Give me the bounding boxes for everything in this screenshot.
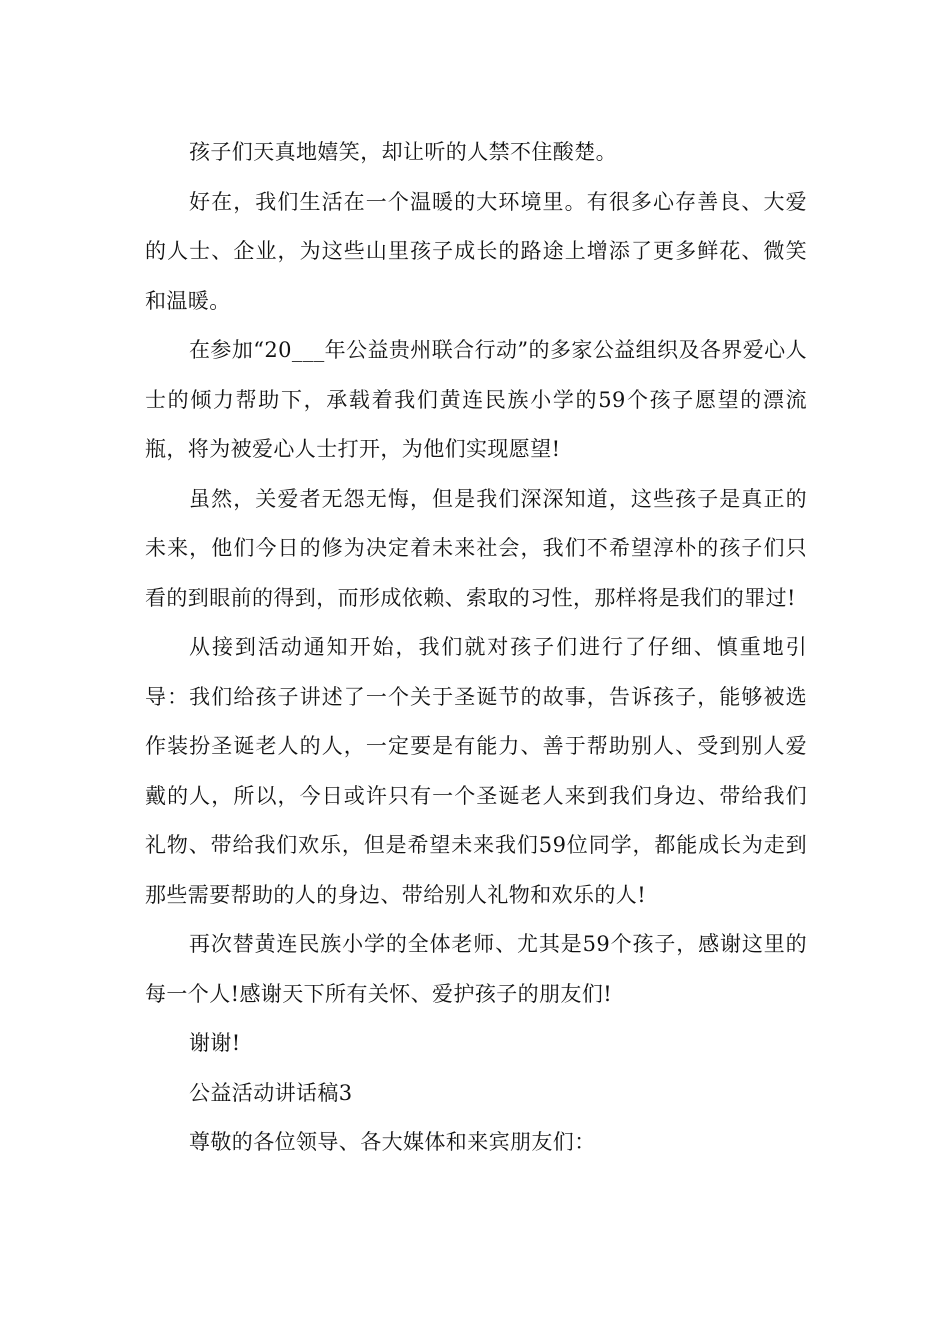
paragraph-thanks: 谢谢! [189,1031,241,1055]
paragraph-4: 虽然，关爱者无怨无悔，但是我们深深知道，这些孩子是真正的未来，他们今日的修为决定着未来社会，我们不希望淳朴的孩子们只看的到眼前的得到，而形成依赖、索取的习性，那样将是我们的罪过! [145,486,807,610]
paragraph-5: 从接到活动通知开始，我们就对孩子们进行了仔细、慎重地引导：我们给孩子讲述了一个关于圣诞节的故事，告诉孩子，能够被选作装扮圣诞老人的人，一定要是有能力、善于帮助别人、受到别人爱戴的人，所以，今日或许只有一个圣诞老人来到我们身边、带给我们礼物、带给我们欢乐，但是希望未来我们59位同学，都能成长为走到那些需要帮助的人的身边、带给别人礼物和欢乐的人! [145,635,807,907]
paragraph-1: 孩子们天真地嬉笑，却让听的人禁不住酸楚。 [189,140,617,164]
paragraph-6: 再次替黄连民族小学的全体老师、尤其是59个孩子，感谢这里的每一个人!感谢天下所有关怀、爱护孩子的朋友们! [145,932,807,1006]
section-heading: 公益活动讲话稿3 [189,1080,353,1105]
paragraph-2: 好在，我们生活在一个温暖的大环境里。有很多心存善良、大爱的人士、企业，为这些山里孩子成长的路途上增添了更多鲜花、微笑和温暖。 [145,189,807,313]
paragraph-3: 在参加“20___年公益贵州联合行动”的多家公益组织及各界爱心人士的倾力帮助下，承载着我们黄连民族小学的59个孩子愿望的漂流瓶，将为被爱心人士打开，为他们实现愿望! [145,338,807,461]
salutation: 尊敬的各位领导、各大媒体和来宾朋友们： [189,1130,596,1154]
document-body [145,128,807,1168]
